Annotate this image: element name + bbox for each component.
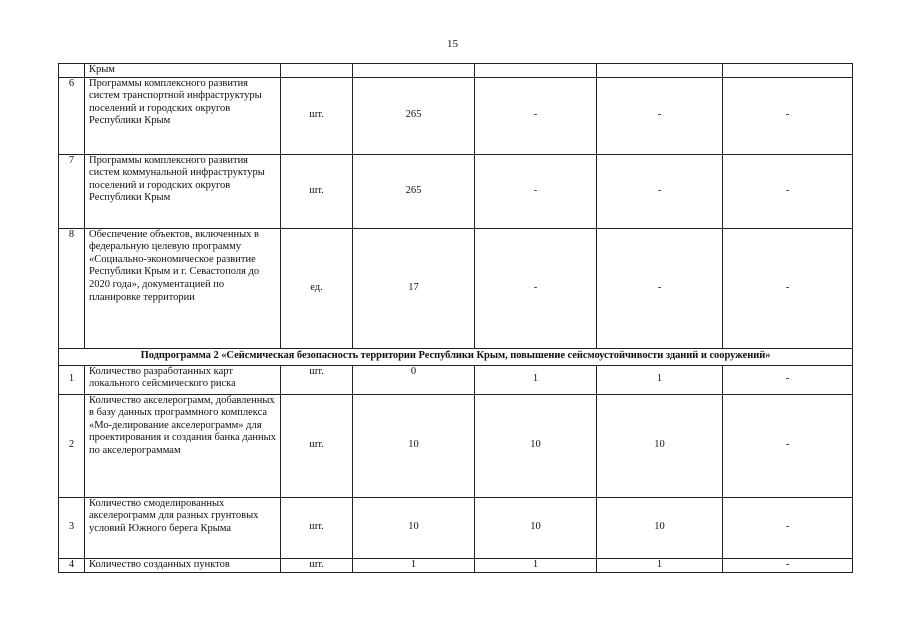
row-value-3: 1 [597, 558, 723, 572]
row-value-2: - [475, 228, 597, 348]
row-value-3 [597, 64, 723, 78]
table-row [59, 154, 853, 228]
row-value-4: - [723, 394, 853, 497]
row-value-4 [723, 64, 853, 78]
row-number: 3 [59, 497, 85, 558]
row-unit: ед. [281, 228, 353, 348]
indicators-table [58, 63, 853, 573]
row-value-3: - [597, 154, 723, 228]
row-number [59, 64, 85, 78]
table-row [59, 394, 853, 497]
row-unit [281, 64, 353, 78]
row-value-1: 17 [353, 228, 475, 348]
row-value-3: 10 [597, 497, 723, 558]
row-unit: шт. [281, 365, 353, 394]
row-unit: шт. [281, 394, 353, 497]
row-value-4: - [723, 228, 853, 348]
row-value-3: - [597, 228, 723, 348]
row-number: 4 [59, 558, 85, 572]
row-description: Количество акселерограмм, добавленных в базу данных программного комплекса «Мо-делирование акселерограмм» для проектирования и создания банка данных по акселерограммам [85, 394, 281, 497]
row-value-2: 1 [475, 558, 597, 572]
row-value-1: 265 [353, 154, 475, 228]
row-description: Обеспечение объектов, включенных в федеральную целевую программу «Социально-экономическое развитие Республики Крым и г. Севастополя до 2020 года», документацией по планировке территории [85, 228, 281, 348]
row-number: 7 [59, 154, 85, 228]
row-unit: шт. [281, 77, 353, 154]
row-value-4: - [723, 154, 853, 228]
row-value-2: 10 [475, 394, 597, 497]
row-number: 8 [59, 228, 85, 348]
table-row [59, 497, 853, 558]
row-description: Крым [85, 64, 281, 78]
table-row [59, 77, 853, 154]
row-value-3: 10 [597, 394, 723, 497]
row-description: Количество созданных пунктов [85, 558, 281, 572]
row-value-1: 10 [353, 394, 475, 497]
table-row [59, 365, 853, 394]
row-number: 1 [59, 365, 85, 394]
row-value-4: - [723, 497, 853, 558]
row-description: Количество разработанных карт локального сейсмического риска [85, 365, 281, 394]
section-header-row [59, 348, 853, 365]
row-value-4: - [723, 558, 853, 572]
row-value-1: 10 [353, 497, 475, 558]
table-row [59, 64, 853, 78]
row-value-1 [353, 64, 475, 78]
row-description: Программы комплексного развития систем транспортной инфраструктуры поселений и городских округов Республики Крым [85, 77, 281, 154]
row-unit: шт. [281, 558, 353, 572]
row-value-1: 1 [353, 558, 475, 572]
row-value-1: 0 [353, 365, 475, 394]
row-description: Количество смоделированных акселерограмм для разных грунтовых условий Южного берега Крыма [85, 497, 281, 558]
row-value-2: - [475, 154, 597, 228]
row-value-4: - [723, 365, 853, 394]
row-value-4: - [723, 77, 853, 154]
page-number: 15 [447, 38, 458, 50]
row-unit: шт. [281, 497, 353, 558]
row-value-2: 10 [475, 497, 597, 558]
row-unit: шт. [281, 154, 353, 228]
row-value-2: 1 [475, 365, 597, 394]
row-value-3: - [597, 77, 723, 154]
row-description: Программы комплексного развития систем коммунальной инфраструктуры поселений и городских округов Республики Крым [85, 154, 281, 228]
row-value-3: 1 [597, 365, 723, 394]
table-row [59, 558, 853, 572]
section-title: Подпрограмма 2 «Сейсмическая безопасность территории Республики Крым, повышение сейсмоустойчивости зданий и сооружений» [59, 348, 853, 365]
row-number: 6 [59, 77, 85, 154]
table-row [59, 228, 853, 348]
row-number: 2 [59, 394, 85, 497]
row-value-1: 265 [353, 77, 475, 154]
row-value-2 [475, 64, 597, 78]
row-value-2: - [475, 77, 597, 154]
